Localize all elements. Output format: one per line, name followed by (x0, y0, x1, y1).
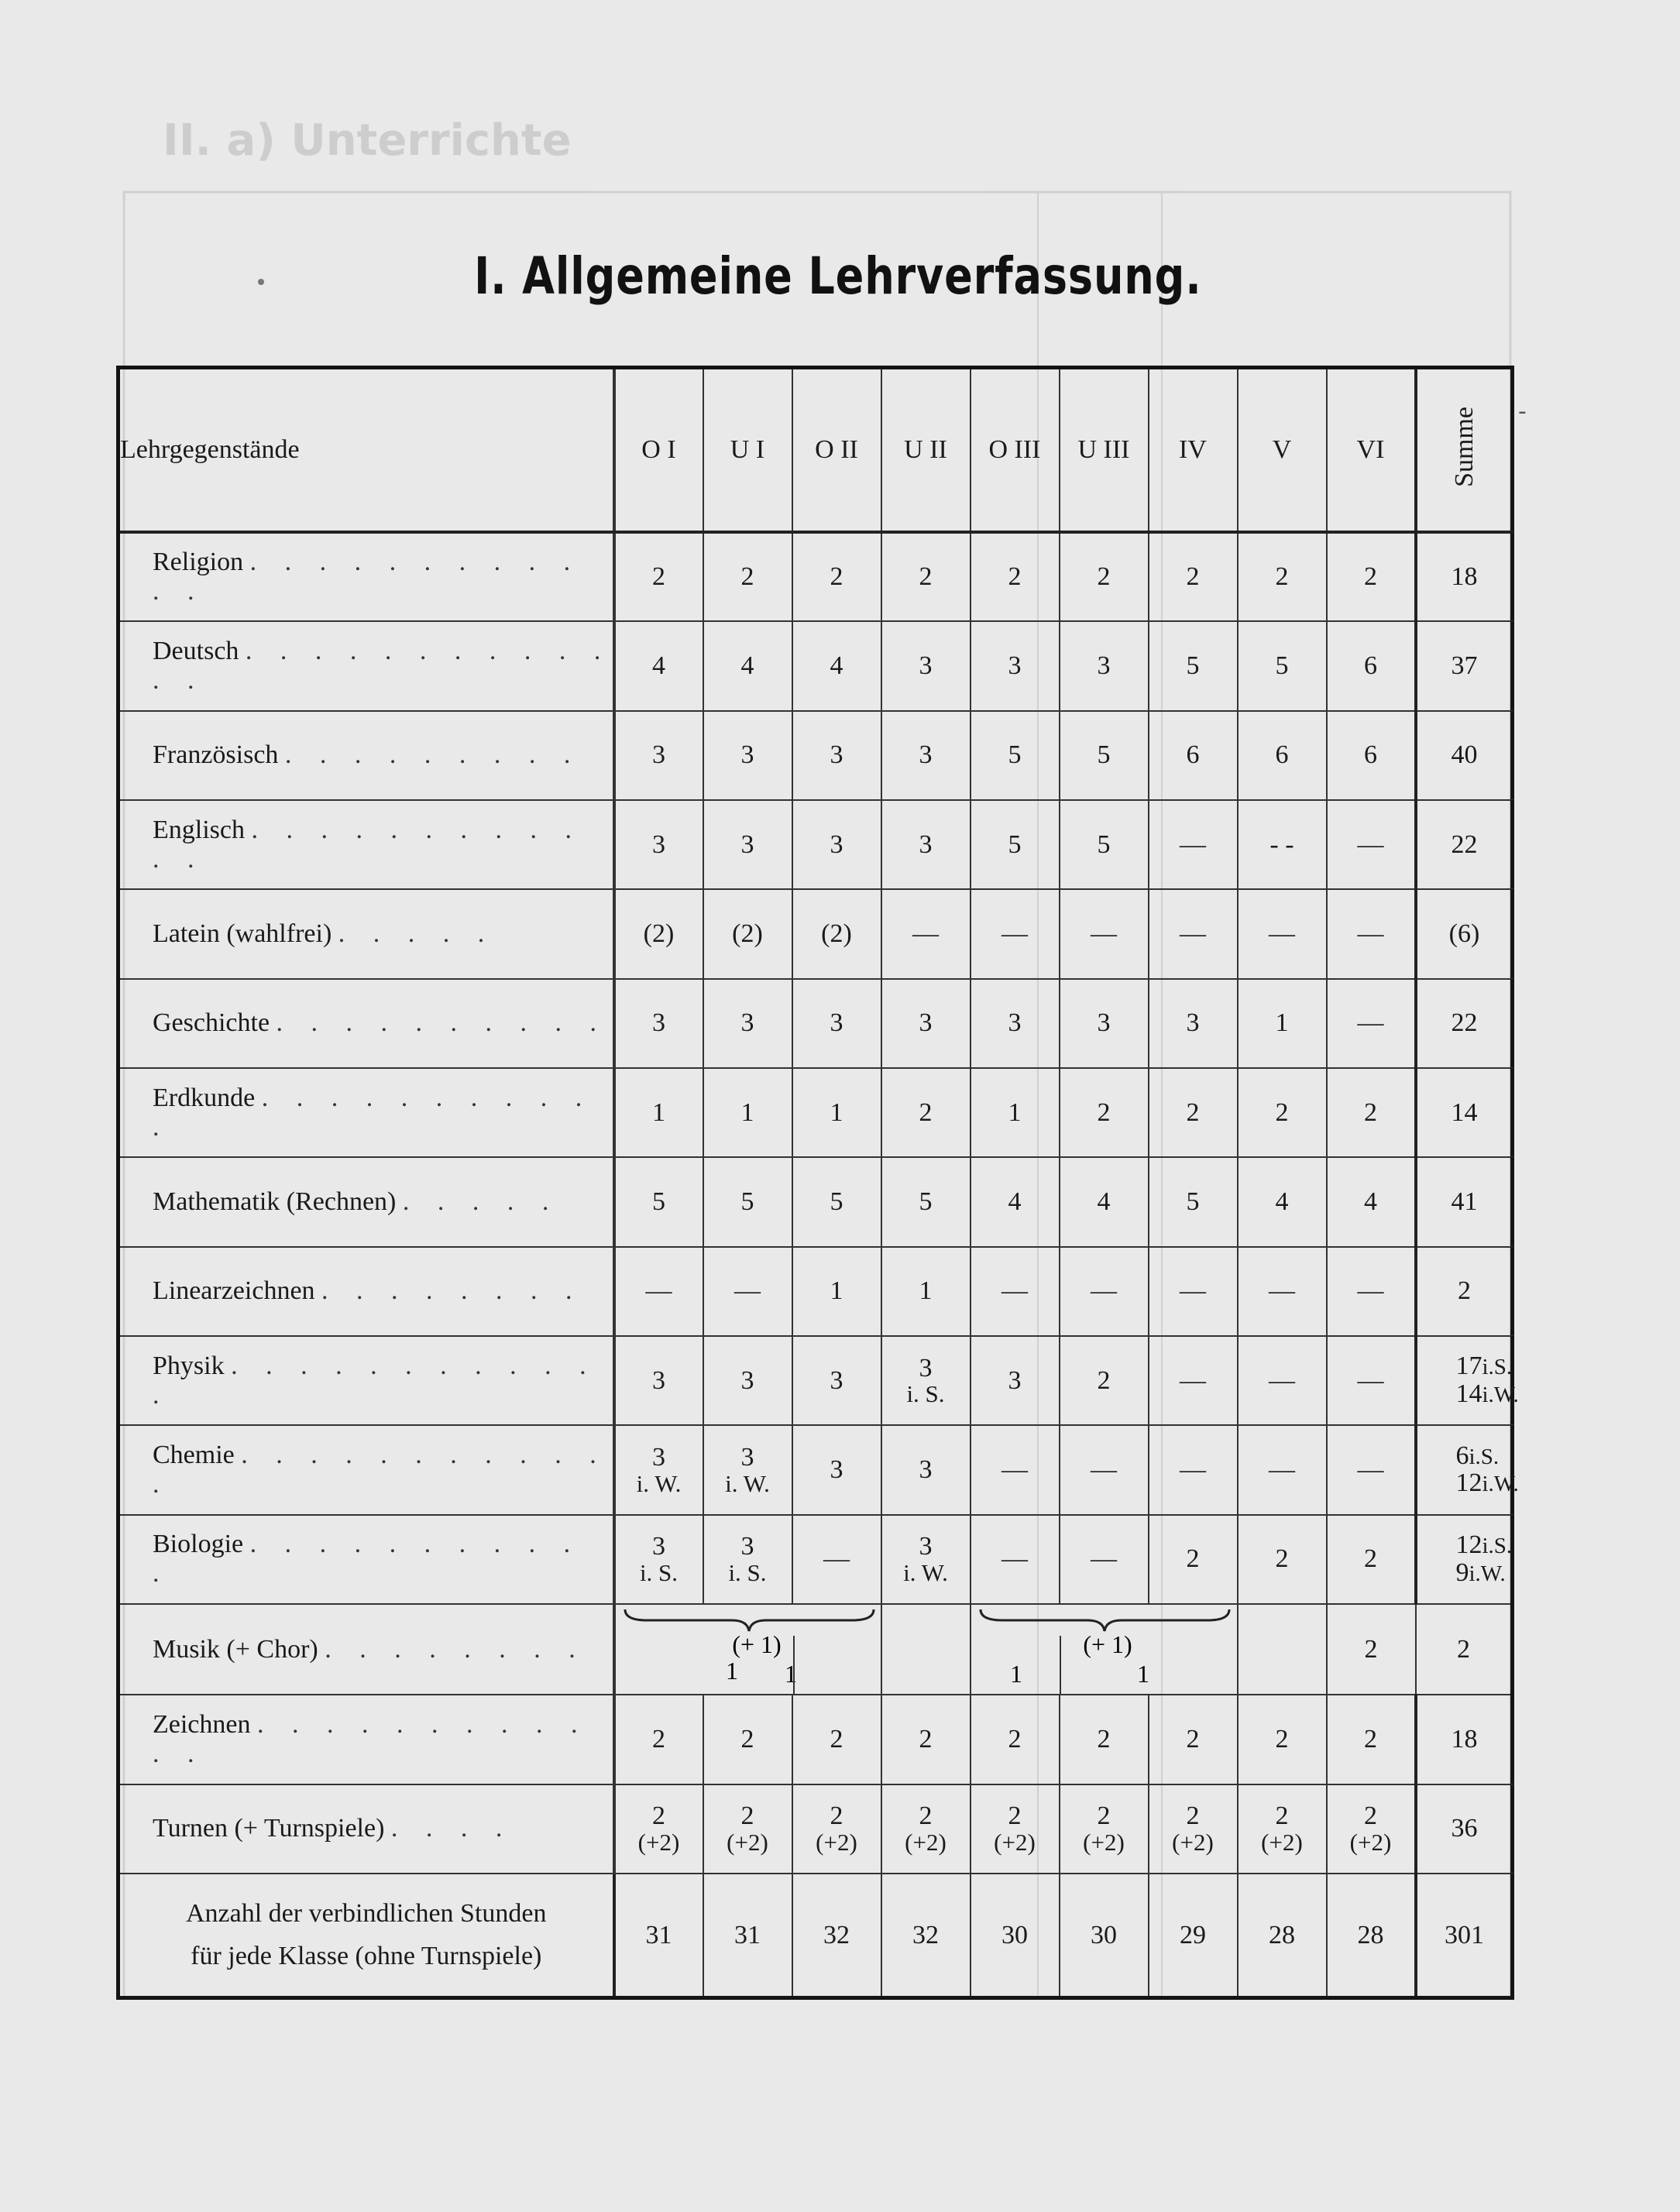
value-number: 2 (1364, 1802, 1377, 1831)
musik-chor-upper: (+ 1) (731, 1630, 782, 1659)
sum-value: 12 (1455, 1468, 1482, 1498)
value-cell (792, 1784, 881, 1874)
total-value-cell: 32 (881, 1874, 971, 1997)
value-cell: 5 (703, 1157, 792, 1246)
value-number: 3 (740, 1532, 754, 1561)
value-cell: 5 (971, 800, 1060, 889)
value-cell: 2 (1149, 532, 1238, 621)
subject-label: Linearzeichnen (153, 1276, 315, 1306)
value-number: 3 (919, 1353, 933, 1382)
total-value-cell: 30 (971, 1874, 1060, 1997)
value-cell: — (792, 1515, 881, 1604)
sum-semester: i.W. (1482, 1472, 1519, 1497)
leader-dots: . . . . (390, 1814, 514, 1843)
sum-cell (1416, 1336, 1519, 1425)
value-cell: 1 (792, 1068, 881, 1157)
value-number: 2 (1097, 1802, 1111, 1831)
sum-cell: 22 (1416, 979, 1513, 1068)
leader-dots: . . . . . . . . . . . . (153, 548, 582, 606)
value-cell: 5 (614, 1157, 703, 1246)
total-label-line1: Anzahl der verbindlichen Stunden (186, 1899, 547, 1929)
value-cell: 3 (1149, 979, 1238, 1068)
subject-label: Latein (wahlfrei) (153, 919, 332, 949)
musik-upper-brace (616, 1605, 883, 1694)
total-value-cell: 32 (792, 1874, 881, 1997)
musik-upper-cell (614, 1604, 881, 1695)
value-cell: 5 (1060, 711, 1149, 800)
value-cell: 3 (792, 979, 881, 1068)
value-cell: 5 (1060, 800, 1149, 889)
value-cell: — (971, 1515, 1060, 1604)
value-cell: 3 (881, 1425, 971, 1514)
value-cell: 2 (1149, 1068, 1238, 1157)
value-cell: 3 (703, 979, 792, 1068)
value-semester: i. W. (636, 1469, 682, 1497)
value-cell: 3 (971, 979, 1060, 1068)
table-row (119, 1157, 1513, 1246)
value-cell: — (1327, 1336, 1416, 1425)
value-cell: 4 (1060, 1157, 1149, 1246)
value-cell: 2 (1149, 1515, 1238, 1604)
sum-semester: i.W. (1469, 1561, 1506, 1586)
value-cell: — (1238, 1336, 1327, 1425)
value-cell: 3 (703, 1336, 792, 1425)
subject-cell (119, 979, 614, 1068)
value-cell: 2 (881, 1695, 971, 1784)
class-header-iv: IV (1149, 368, 1238, 533)
value-number: 3 (652, 1532, 665, 1561)
sum-value: 12 (1455, 1530, 1482, 1560)
value-cell: 2 (614, 532, 703, 621)
value-number: 3 (919, 1532, 933, 1561)
lehrverfassung-table (116, 366, 1519, 2000)
subject-cell (119, 711, 614, 800)
value-turnspiele: (+2) (637, 1828, 680, 1856)
class-header-ui: U I (703, 368, 792, 533)
value-cell: — (971, 1425, 1060, 1514)
sum-cell: 14 (1416, 1068, 1513, 1157)
value-number: 2 (1275, 1802, 1289, 1831)
value-cell (614, 1515, 703, 1604)
subject-cell (119, 1068, 614, 1157)
subject-label: Mathematik (Rechnen) (153, 1187, 397, 1217)
value-cell: 2 (881, 532, 971, 621)
subject-cell (119, 1604, 614, 1695)
page-mark: - (1518, 398, 1527, 425)
value-cell: — (1060, 889, 1149, 978)
total-value-cell: 28 (1238, 1874, 1327, 1997)
value-number: 3 (740, 1442, 754, 1472)
header-row (119, 368, 1513, 533)
value-cell: 2 (1060, 1336, 1149, 1425)
value-cell: 3 (614, 800, 703, 889)
value-cell (881, 1515, 971, 1604)
value-cell: — (971, 889, 1060, 978)
value-cell: — (1327, 800, 1416, 889)
total-sum-cell: 301 (1416, 1874, 1513, 1997)
subject-label: Geschichte (153, 1008, 270, 1038)
value-cell (881, 1604, 971, 1695)
value-cell: — (1327, 1247, 1416, 1336)
subject-label: Französisch (153, 740, 279, 770)
value-cell: 2 (703, 1695, 792, 1784)
value-cell: 2 (1416, 1604, 1513, 1695)
leader-dots: . . . . . . . . . . . . (153, 1441, 607, 1499)
sum-semester: i.S. (1482, 1355, 1513, 1380)
value-cell: 4 (792, 621, 881, 710)
value-cell: 1 (971, 1068, 1060, 1157)
value-cell: 5 (792, 1157, 881, 1246)
subject-label: Musik (+ Chor) (153, 1634, 318, 1664)
value-cell: — (1149, 889, 1238, 978)
value-cell: — (1060, 1425, 1149, 1514)
value-cell: 1 (1238, 979, 1327, 1068)
value-cell: 2 (1060, 532, 1149, 621)
subject-cell (119, 1336, 614, 1425)
sum-cell (1416, 1515, 1513, 1604)
value-cell: (2) (792, 889, 881, 978)
value-turnspiele: (+2) (1172, 1828, 1214, 1856)
value-cell (1327, 1784, 1416, 1874)
value-cell: 3 (971, 621, 1060, 710)
value-cell: — (1149, 1247, 1238, 1336)
sum-cell (1416, 1425, 1519, 1514)
value-turnspiele: (+2) (727, 1828, 768, 1856)
value-cell: 3 (881, 800, 971, 889)
table-row-zeichnen (119, 1695, 1513, 1784)
value-cell: — (614, 1247, 703, 1336)
table-row (119, 800, 1513, 889)
class-header-oii: O II (792, 368, 881, 533)
sum-semester: i.W. (1482, 1382, 1519, 1408)
value-cell: 6 (1238, 711, 1327, 800)
value-cell: 2 (1327, 1515, 1416, 1604)
value-turnspiele: (+2) (1349, 1828, 1392, 1856)
value-cell: — (1060, 1247, 1149, 1336)
subject-label: Deutsch (153, 637, 239, 666)
value-cell: 2 (971, 1695, 1060, 1784)
class-header-uiii: U III (1060, 368, 1149, 533)
value-turnspiele: (+2) (994, 1828, 1036, 1856)
total-value-cell: 29 (1149, 1874, 1238, 1997)
table-row-total (119, 1874, 1513, 1997)
value-cell: 2 (1060, 1068, 1149, 1157)
value-cell: 3 (614, 711, 703, 800)
subject-label: Religion (153, 548, 244, 577)
value-cell (614, 1784, 703, 1874)
musik-middle-brace (971, 1605, 1239, 1694)
value-cell: 5 (881, 1157, 971, 1246)
sum-value: 17 (1455, 1352, 1482, 1381)
value-cell: — (703, 1247, 792, 1336)
value-cell (1060, 1784, 1149, 1874)
leader-dots: . . . . . . . . (321, 1276, 583, 1306)
subject-cell (119, 621, 614, 710)
value-number: 2 (740, 1802, 754, 1831)
leader-dots: . . . . . . . . . . . (153, 1530, 582, 1589)
value-cell: 1 (703, 1068, 792, 1157)
class-header-vi: VI (1327, 368, 1416, 533)
value-cell: 4 (971, 1157, 1060, 1246)
value-cell: — (1238, 1425, 1327, 1514)
subject-label: Zeichnen (153, 1710, 251, 1740)
sum-cell: 40 (1416, 711, 1513, 800)
subject-label: Turnen (+ Turnspiele) (153, 1814, 385, 1843)
leader-dots: . . . . . (402, 1187, 560, 1217)
musik-middle-a: 1 (1009, 1660, 1022, 1688)
value-cell (881, 1784, 971, 1874)
class-header-oiii: O III (971, 368, 1060, 533)
value-cell: 2 (1327, 1695, 1416, 1784)
subject-cell (119, 1157, 614, 1246)
value-cell: - - (1238, 800, 1327, 889)
table-row-turnen (119, 1784, 1513, 1874)
value-cell: 2 (1327, 1068, 1416, 1157)
value-number: 2 (1008, 1802, 1022, 1831)
total-label-line2: für jede Klasse (ohne Turnspiele) (191, 1941, 542, 1970)
value-cell: 4 (1238, 1157, 1327, 1246)
value-cell: 3 (792, 1425, 881, 1514)
value-turnspiele: (+2) (905, 1828, 947, 1856)
value-turnspiele: (+2) (1261, 1828, 1303, 1856)
value-cell: 3 (971, 1336, 1060, 1425)
value-cell: 1 (792, 1247, 881, 1336)
value-cell: 3 (881, 711, 971, 800)
value-cell: — (1149, 1336, 1238, 1425)
sum-cell: 36 (1416, 1784, 1513, 1874)
value-cell: 6 (1327, 711, 1416, 800)
value-cell: 2 (1238, 1068, 1327, 1157)
table-row-musik (119, 1604, 1513, 1695)
value-cell: 5 (1149, 621, 1238, 710)
total-label-cell (119, 1874, 614, 1997)
sum-header-cell (1416, 368, 1513, 533)
value-cell: 2 (1327, 532, 1416, 621)
value-cell: 3 (1060, 621, 1149, 710)
value-cell: 3 (792, 1336, 881, 1425)
value-cell: — (1149, 1425, 1238, 1514)
leader-dots: . . . . . . . . . . . . . (153, 637, 612, 696)
subject-cell (119, 1515, 614, 1604)
value-cell: 3 (703, 800, 792, 889)
value-number: 2 (919, 1802, 933, 1831)
value-cell: — (1238, 889, 1327, 978)
value-cell (614, 1425, 703, 1514)
sum-cell: (6) (1416, 889, 1513, 978)
sum-cell: 37 (1416, 621, 1513, 710)
value-cell: 2 (792, 532, 881, 621)
class-header-uii: U II (881, 368, 971, 533)
value-cell: 2 (1238, 1695, 1327, 1784)
leader-dots: . . . . . . . . . . (276, 1008, 608, 1038)
subject-cell (119, 532, 614, 621)
value-semester: i. S. (906, 1380, 945, 1408)
sum-cell: 18 (1416, 1695, 1513, 1784)
value-cell: — (1060, 1515, 1149, 1604)
value-number: 2 (652, 1802, 665, 1831)
musik-middle-cell (971, 1604, 1238, 1695)
value-number: 2 (1186, 1802, 1200, 1831)
subject-cell (119, 889, 614, 978)
value-cell (1238, 1784, 1327, 1874)
value-cell: 2 (792, 1695, 881, 1784)
value-cell (703, 1784, 792, 1874)
total-value-cell: 31 (703, 1874, 792, 1997)
value-cell: 1 (614, 1068, 703, 1157)
subject-header: Lehrgegenstände (119, 368, 614, 533)
table-row (119, 1068, 1513, 1157)
value-cell (703, 1425, 792, 1514)
value-cell: 3 (614, 979, 703, 1068)
musik-middle-b: 1 (1136, 1660, 1149, 1688)
value-cell: 3 (792, 711, 881, 800)
subject-cell (119, 1247, 614, 1336)
subject-cell (119, 800, 614, 889)
value-cell: 3 (881, 621, 971, 710)
leader-dots: . . . . . . . . . . . . (153, 1351, 597, 1410)
value-cell: 4 (614, 621, 703, 710)
subject-label: Biologie (153, 1530, 244, 1559)
subject-cell (119, 1425, 614, 1514)
value-cell: 2 (881, 1068, 971, 1157)
sum-cell: 41 (1416, 1157, 1513, 1246)
value-turnspiele: (+2) (1083, 1828, 1125, 1856)
value-cell: 2 (1327, 1604, 1416, 1695)
value-cell: 3 (792, 800, 881, 889)
table-row (119, 711, 1513, 800)
value-cell: (2) (703, 889, 792, 978)
value-cell: — (971, 1247, 1060, 1336)
subject-label: Erdkunde (153, 1083, 256, 1112)
value-cell (971, 1784, 1060, 1874)
value-cell: 2 (1238, 1515, 1327, 1604)
value-cell: 2 (1238, 532, 1327, 621)
table-row (119, 979, 1513, 1068)
sum-header: Summe (1449, 406, 1479, 487)
sum-semester: i.S. (1482, 1534, 1513, 1559)
table-row (119, 889, 1513, 978)
simple-rows (119, 532, 1513, 1336)
sum-cell: 18 (1416, 532, 1513, 621)
value-cell: — (881, 889, 971, 978)
value-cell: — (1327, 1425, 1416, 1514)
value-cell (1238, 1604, 1327, 1695)
class-header-v: V (1238, 368, 1327, 533)
sum-value: 14 (1455, 1379, 1482, 1409)
table-row-chemie (119, 1425, 1513, 1514)
leader-dots: . . . . . . . . . . . . (153, 815, 582, 874)
value-cell: 2 (971, 532, 1060, 621)
value-cell: 5 (1149, 1157, 1238, 1246)
total-value-cell: 28 (1327, 1874, 1416, 1997)
value-cell: (2) (614, 889, 703, 978)
value-number: 3 (652, 1442, 665, 1472)
value-semester: i. W. (903, 1558, 948, 1586)
value-cell: 2 (703, 532, 792, 621)
value-cell (703, 1515, 792, 1604)
value-cell: 1 (881, 1247, 971, 1336)
sum-cell: 2 (1416, 1247, 1513, 1336)
subject-cell (119, 1695, 614, 1784)
subject-label: Chemie (153, 1441, 235, 1470)
leader-dots: . . . . . . . . (325, 1634, 586, 1664)
page-title: I. Allgemeine Lehrverfassung. (474, 246, 1202, 306)
musik-upper-b: 1 (784, 1660, 797, 1688)
leader-dots: . . . . . . . . . . . (153, 1083, 593, 1142)
value-turnspiele: (+2) (816, 1828, 857, 1856)
sum-semester: i.S. (1469, 1444, 1500, 1469)
value-cell: 2 (614, 1695, 703, 1784)
value-cell: 4 (703, 621, 792, 710)
value-cell: 3 (1060, 979, 1149, 1068)
value-cell: 3 (614, 1336, 703, 1425)
value-number: 2 (830, 1802, 843, 1831)
subject-label: Physik (153, 1351, 225, 1380)
leader-dots: . . . . . . . . . . . . (153, 1710, 589, 1769)
value-cell (1149, 1784, 1238, 1874)
value-semester: i. S. (728, 1558, 767, 1586)
musik-chor-middle: (+ 1) (1082, 1630, 1132, 1659)
value-cell: 5 (971, 711, 1060, 800)
value-cell: 4 (1327, 1157, 1416, 1246)
musik-upper-a: 1 (725, 1657, 738, 1685)
value-cell: 6 (1149, 711, 1238, 800)
value-cell: 3 (881, 979, 971, 1068)
class-header-oi: O I (614, 368, 703, 533)
value-cell: — (1327, 889, 1416, 978)
value-cell: — (1327, 979, 1416, 1068)
value-semester: i. W. (725, 1469, 770, 1497)
value-cell: — (1149, 800, 1238, 889)
value-cell: 2 (1060, 1695, 1149, 1784)
value-cell: 3 (703, 711, 792, 800)
total-value-cell: 30 (1060, 1874, 1149, 1997)
subject-cell (119, 1784, 614, 1874)
value-cell: 2 (1149, 1695, 1238, 1784)
sum-value: 6 (1455, 1441, 1469, 1470)
leader-dots: . . . . . (338, 919, 496, 949)
value-cell: — (1238, 1247, 1327, 1336)
sum-value: 9 (1455, 1558, 1469, 1587)
table-row-physik (119, 1336, 1513, 1425)
table-row (119, 621, 1513, 710)
sum-cell: 22 (1416, 800, 1513, 889)
total-value-cell: 31 (614, 1874, 703, 1997)
value-semester: i. S. (639, 1558, 679, 1586)
table-row (119, 1247, 1513, 1336)
subject-label: Englisch (153, 815, 245, 844)
value-cell (881, 1336, 971, 1425)
value-cell: 5 (1238, 621, 1327, 710)
leader-dots: . . . . . . . . . (284, 740, 582, 770)
table-row (119, 532, 1513, 621)
table-row-biologie (119, 1515, 1513, 1604)
value-cell: 6 (1327, 621, 1416, 710)
ghost-title: II. a) Unterrichte (163, 115, 572, 166)
